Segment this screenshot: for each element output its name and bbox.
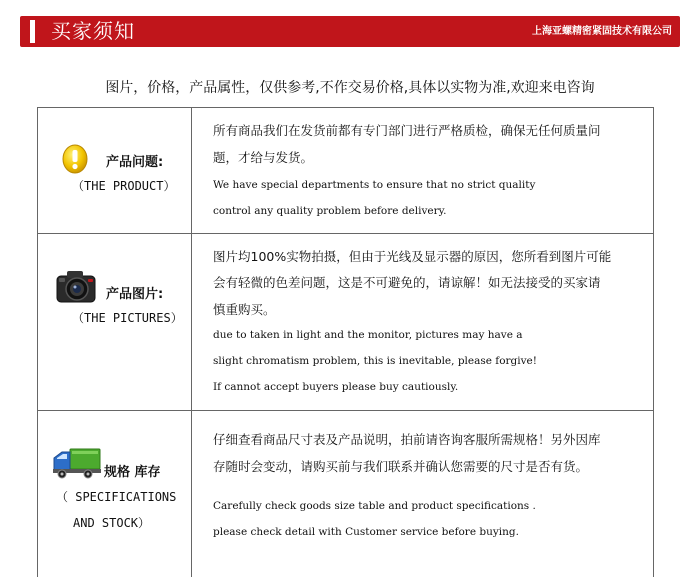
section-english-label: AND STOCK） [73, 516, 151, 530]
section-en-line: We have special departments to ensure that no strict quality [213, 179, 536, 191]
section-zh-line: 存随时会变动，请购买前与我们联系并确认您需要的尺寸是否有货。 [213, 459, 589, 474]
section-label: 产品图片: [106, 287, 164, 302]
camera-icon [55, 268, 97, 304]
header-banner [20, 16, 680, 47]
section-zh-line: 图片均100%实物拍摄，但由于光线及显示器的原因，您所看到图片可能 [213, 249, 612, 264]
section-en-line: please check detail with Customer service before buying. [213, 526, 519, 538]
section-en-line: control any quality problem before delivery. [213, 205, 447, 217]
table-row-divider [37, 410, 654, 411]
section-zh-line: 所有商品我们在发货前都有专门部门进行严格质检，确保无任何质量问 [213, 123, 601, 138]
section-zh-line: 慎重购买。 [213, 302, 276, 317]
section-english-label: （THE PRODUCT） [72, 179, 176, 193]
section-zh-line: 会有轻微的色差问题，这是不可避免的，请谅解！如无法接受的买家请 [213, 275, 601, 290]
section-english-label: （THE PICTURES） [72, 311, 183, 325]
section-label: 产品问题: [106, 155, 164, 170]
section-english-label: （ SPECIFICATIONS [56, 490, 177, 504]
section-label: 规格 库存 [104, 465, 161, 480]
section-zh-line: 仔细查看商品尺寸表及产品说明，拍前请咨询客服所需规格！另外因库 [213, 432, 601, 447]
section-en-line: If cannot accept buyers please buy cautiously. [213, 381, 459, 393]
section-en-line: slight chromatism problem, this is inevitable, please forgive! [213, 355, 537, 367]
table-column-divider [191, 107, 192, 577]
section-zh-line: 题，才给与发货。 [213, 150, 314, 165]
company-name: 上海亚螺精密紧固技术有限公司 [532, 26, 672, 37]
notice-text: 图片，价格，产品属性，仅供参考,不作交易价格,具体以实物为准,欢迎来电咨询 [105, 80, 595, 96]
warning-icon [62, 144, 88, 174]
banner-title: 买家须知 [51, 19, 135, 43]
table-row-divider [37, 233, 654, 234]
section-en-line: Carefully check goods size table and product specifications . [213, 500, 536, 512]
banner-accent-bar [30, 20, 35, 43]
section-en-line: due to taken in light and the monitor, pictures may have a [213, 329, 523, 341]
truck-icon [52, 446, 102, 480]
